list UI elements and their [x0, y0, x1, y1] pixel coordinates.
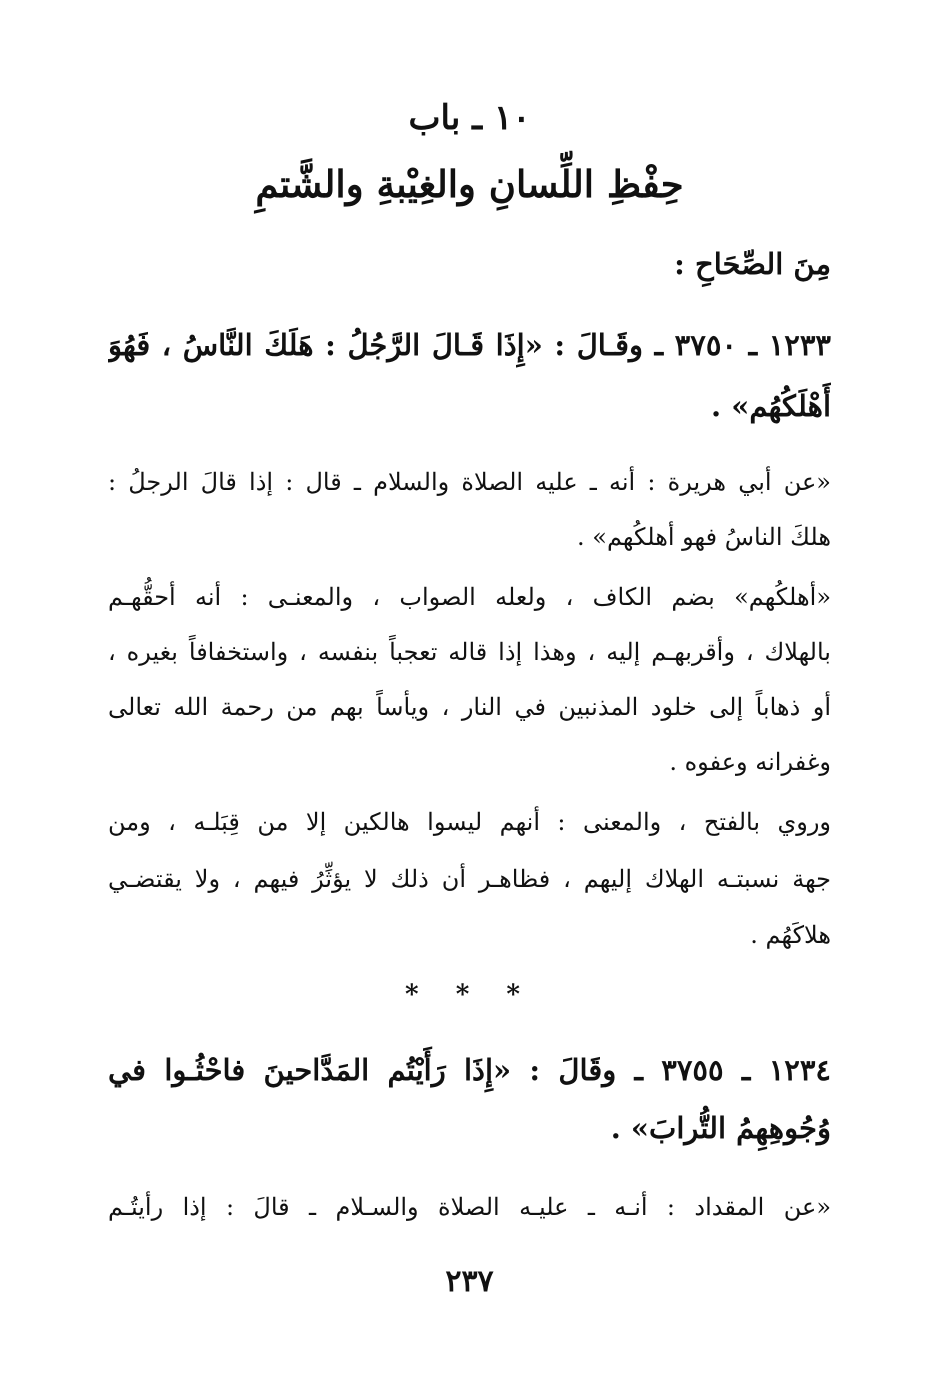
section-separator: * * * [405, 980, 534, 1010]
commentary-line: وروي بالفتح ، والمعنى : أنهم ليسوا هالكين إلا من قِبَلـه ، ومن [108, 808, 831, 836]
commentary-line: «عن أبي هريرة : أنه ـ عليه الصلاة والسلام ـ قال : إذا قالَ الرجلُ : [108, 468, 831, 496]
hadith-text-line: وُجُوهِهِمُ التُّرابَ» . [610, 1111, 831, 1145]
commentary-line: هلكَ الناسُ فهو أهلكُهم» . [577, 523, 831, 551]
commentary-line: «عن المقداد : أنـه ـ عليـه الصلاة والسـلام ـ قالَ : إذا رأيتُـم [108, 1193, 831, 1221]
hadith-text-line: ١٢٣٤ ـ ٣٧٥٥ ـ وقَالَ : «إِذَا رَأَيْتُم المَدَّاحينَ فاحْثُـوا في [108, 1053, 831, 1087]
commentary-line: وغفرانه وعفوه . [669, 748, 831, 776]
commentary-line: أو ذهاباً إلى خلود المذنبين في النار ، ويأساً بهم من رحمة الله تعالى [108, 693, 831, 721]
hadith-text-line: أَهْلَكُهُم» . [711, 389, 831, 423]
chapter-number: ١٠ ـ باب [408, 98, 531, 138]
commentary-line: هلاكَهُم . [750, 921, 831, 949]
chapter-title: حِفْظِ اللِّسانِ والغِيْبةِ والشَّتمِ [255, 162, 684, 206]
section-heading: مِنَ الصِّحَاحِ : [674, 247, 831, 281]
commentary-line: بالهلاك ، وأقربهـم إليه ، وهذا إذا قاله تعجباً بنفسه ، واستخفافاً بغيره ، [108, 638, 831, 666]
page-number: ٢٣٧ [445, 1264, 494, 1299]
commentary-line: «أهلكُهم» بضم الكاف ، ولعله الصواب ، والمعنـى : أنه أحقُّهـم [108, 583, 831, 611]
commentary-line: جهة نسبتـه الهلاك إليهم ، فظاهـر أن ذلك لا يؤثِّرُ فيهم ، ولا يقتضـي [108, 865, 831, 893]
hadith-text-line: ١٢٣٣ ـ ٣٧٥٠ ـ وقَـالَ : «إِذَا قَـالَ الرَّجُلُ : هَلَكَ النَّاسُ ، فَهُوَ [108, 328, 831, 362]
